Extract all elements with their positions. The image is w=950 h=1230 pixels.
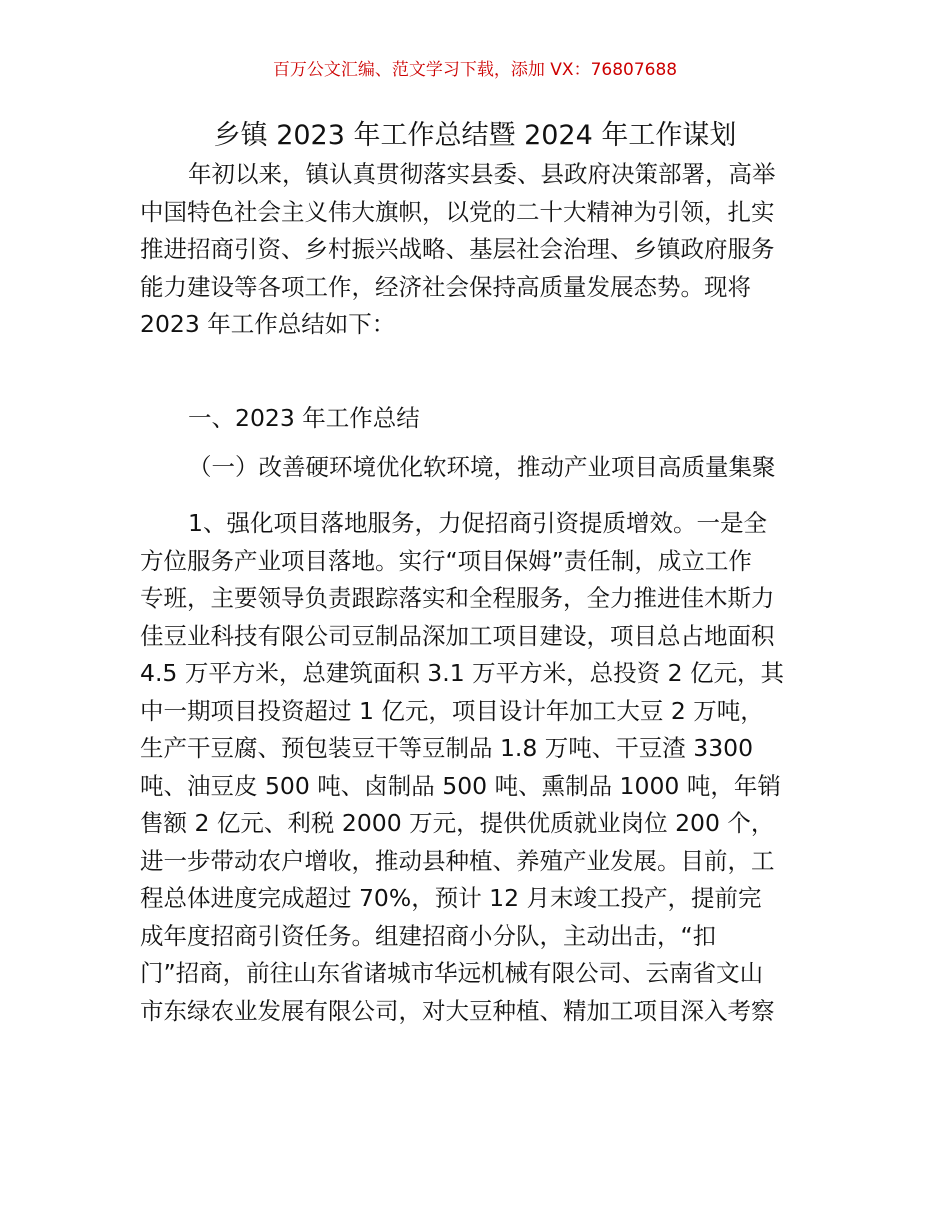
text-line: 年初以来，镇认真贯彻落实县委、县政府决策部署，高举 [188, 160, 776, 188]
text-line: 程总体进度完成超过 70%，预计 12 月末竣工投产，提前完 [140, 884, 762, 912]
text-line: 方位服务产业项目落地。实行“项目保姆”责任制，成立工作 [140, 546, 752, 575]
text-line: 1、强化项目落地服务，力促招商引资提质增效。一是全 [188, 509, 767, 537]
text-line: 中一期项目投资超过 1 亿元，项目设计年加工大豆 2 万吨， [140, 696, 764, 725]
text-line: 能力建设等各项工作，经济社会保持高质量发展态势。现将 [140, 272, 751, 301]
text-line: 成年度招商引资任务。组建招商小分队，主动出击，“扣 [140, 921, 717, 950]
text-line: 生产干豆腐、预包装豆干等豆制品 1.8 万吨、干豆渣 3300 [140, 734, 754, 762]
text-line: 进一步带动农户增收，推动县种植、养殖产业发展。目前，工 [140, 846, 775, 875]
section-heading-text: 一、2023 年工作总结 [188, 404, 420, 432]
watermark-banner: 百万公文汇编、范文学习下载，添加 VX：76807688 [272, 60, 678, 80]
text-line: 4.5 万平方米，总建筑面积 3.1 万平方米，总投资 2 亿元，其 [140, 659, 785, 687]
text-line: 中国特色社会主义伟大旗帜，以党的二十大精神为引领，扎实 [140, 197, 775, 226]
text-line: 推进招商引资、乡村振兴战略、基层社会治理、乡镇政府服务 [140, 235, 775, 263]
text-line: 2023 年工作总结如下： [140, 310, 396, 338]
text-line: 市东绿农业发展有限公司，对大豆种植、精加工项目深入考察 [140, 996, 775, 1025]
text-line: 售额 2 亿元、利税 2000 万元，提供优质就业岗位 200 个， [140, 809, 775, 837]
text-line: 吨、油豆皮 500 吨、卤制品 500 吨、熏制品 1000 吨，年销 [140, 771, 781, 800]
subsection-heading-text: （一）改善硬环境优化软环境，推动产业项目高质量集聚 [188, 453, 776, 481]
document-title: 乡镇 2023 年工作总结暨 2024 年工作谋划 [213, 120, 737, 151]
text-line: 门”招商，前往山东省诸城市华远机械有限公司、云南省文山 [140, 959, 764, 987]
text-line: 佳豆业科技有限公司豆制品深加工项目建设，项目总占地面积 [140, 621, 775, 650]
subsection-heading [140, 449, 820, 487]
section-heading [140, 400, 820, 438]
intro-paragraph [140, 156, 820, 344]
paragraph-1 [140, 505, 820, 1030]
text-line: 专班，主要领导负责跟踪落实和全程服务，全力推进佳木斯力 [140, 584, 775, 612]
